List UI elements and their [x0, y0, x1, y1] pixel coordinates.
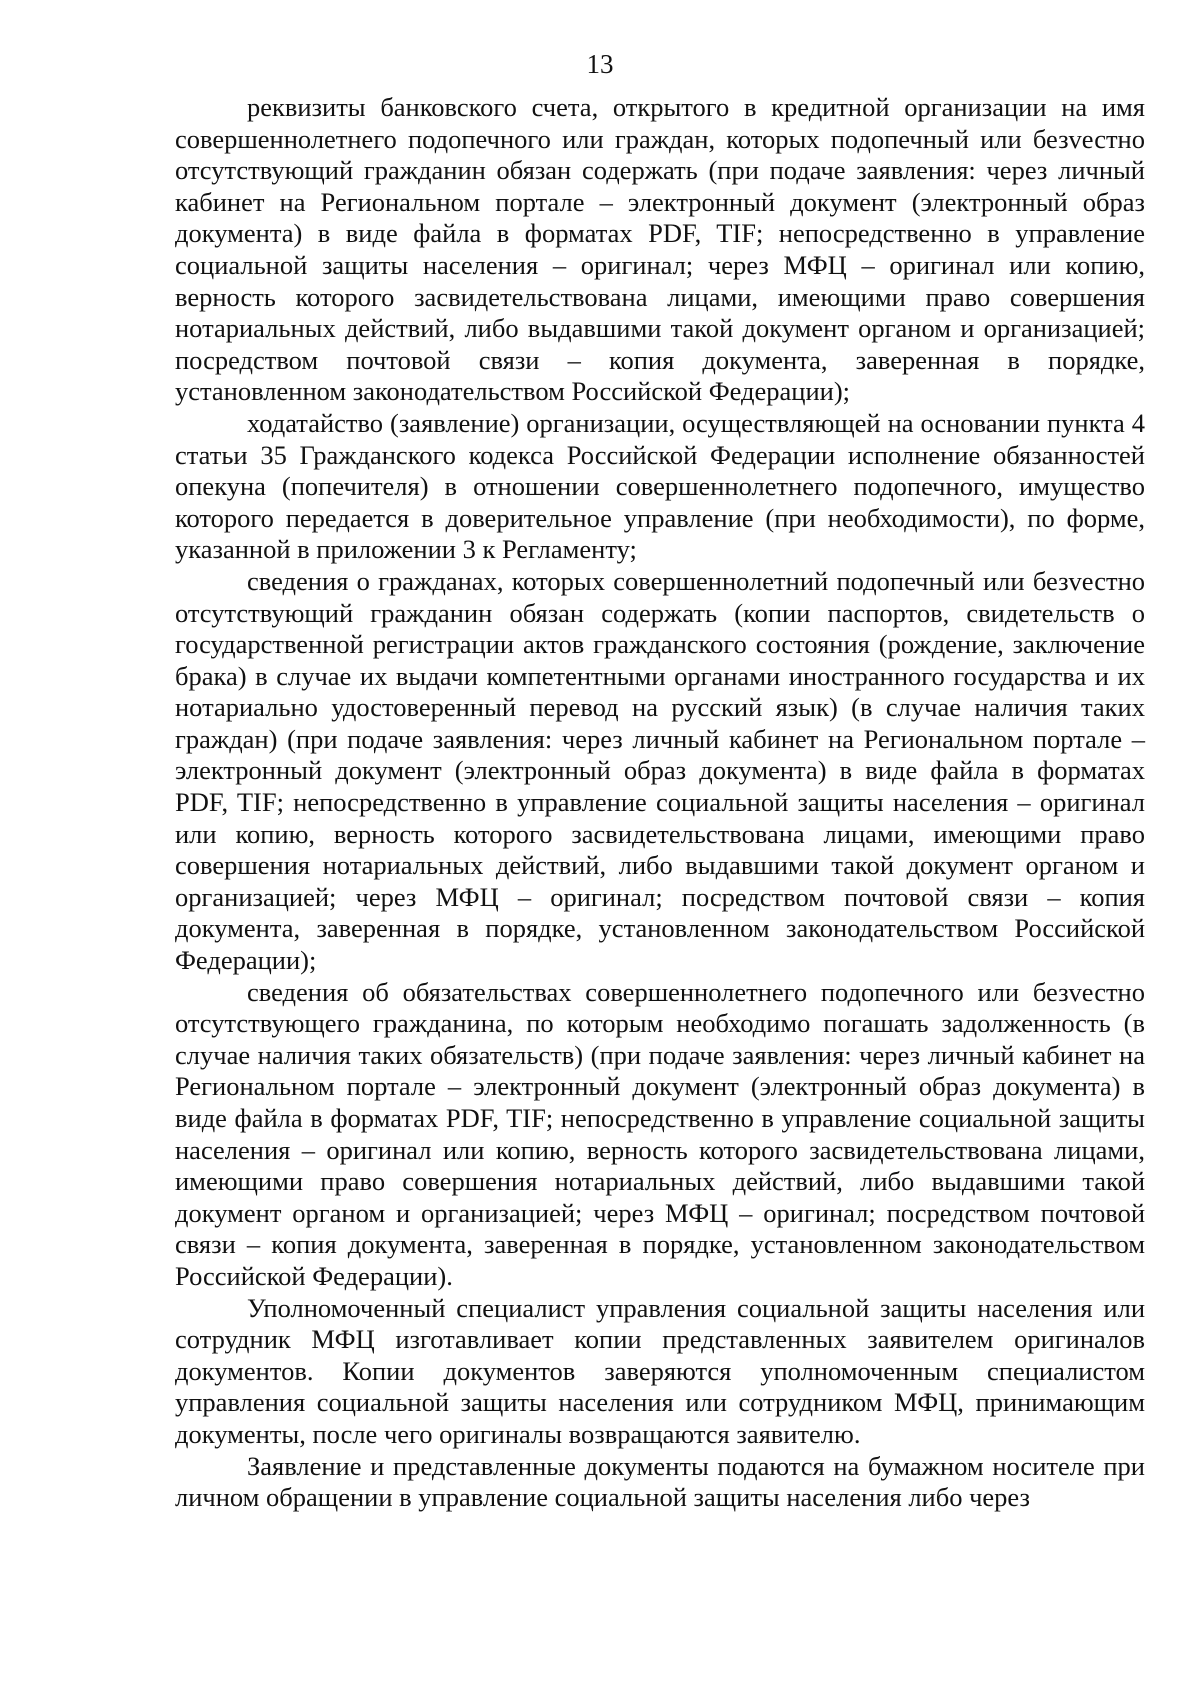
paragraph-obligations-info: сведения об обязательствах совершеннолетнего подопечного или безvестно отсутствующего гражданина, по которым необходимо погашать задолженность (в случае наличия таких обязательств) (при подаче заявления: через личный кабинет на Региональном портале – электронный документ (электронный образ документа) в виде файла в форматах PDF, TIF; непосредственно в управление социальной защиты населения – оригинал или копию, верность которого засвидетельствована лицами, имеющими право совершения нотариальных действий, либо выдавшими такой документ органом и организацией; через МФЦ – оригинал; посредством почтовой связи – копия документа, заверенная в порядке, установленном законодательством Российской Федерации). — [175, 976, 1145, 1291]
paragraph-copies: Уполномоченный специалист управления социальной защиты населения или сотрудник МФЦ изготавливает копии представленных заявителем оригиналов документов. Копии документов заверяются уполномоченным специалистом управления социальной защиты населения или сотрудником МФЦ, принимающим документы, после чего оригиналы возвращаются заявителю. — [175, 1292, 1145, 1449]
paragraph-submission: Заявление и представленные документы подаются на бумажном носителе при личном обращении в управление социальной защиты населения либо через — [175, 1450, 1145, 1513]
document-body — [175, 92, 1145, 1514]
page-number: 13 — [586, 49, 614, 79]
paragraph-petition: ходатайство (заявление) организации, осуществляющей на основании пункта 4 статьи 35 Гражданского кодекса Российской Федерации исполнение обязанностей опекуна (попечителя) в отношении совершеннолетнего подопечного, имущество которого передается в доверительное управление (при необходимости), по форме, указанной в приложении 3 к Регламенту; — [175, 407, 1145, 565]
paragraph-dependents-info: сведения о гражданах, которых совершеннолетний подопечный или безvестно отсутствующий гражданин обязан содержать (копии паспортов, свидетельств о государственной регистрации актов гражданского состояния (рождение, заключение брака) в случае их выдачи компетентными органами иностранного государства и их нотариально удостоверенный перевод на русский язык) (в случае наличия таких граждан) (при подаче заявления: через личный кабинет на Региональном портале – электронный документ (электронный образ документа) в виде файла в форматах PDF, TIF; непосредственно в управление социальной защиты населения – оригинал или копию, верность которого засвидетельствована лицами, имеющими право совершения нотариальных действий, либо выдавшими такой документ органом и организацией; через МФЦ – оригинал; посредством почтовой связи – копия документа, заверенная в порядке, установленном законодательством Российской Федерации); — [175, 565, 1145, 976]
paragraph-bank-details: реквизиты банковского счета, открытого в кредитной организации на имя совершеннолетнего подопечного или граждан, которых подопечный или безvестно отсутствующий гражданин обязан содержать (при подаче заявления: через личный кабинет на Региональном портале – электронный документ (электронный образ документа) в виде файла в форматах PDF, TIF; непосредственно в управление социальной защиты населения – оригинал; через МФЦ – оригинал или копию, верность которого засвидетельствована лицами, имеющими право совершения нотариальных действий, либо выдавшими такой документ органом и организацией; посредством почтовой связи – копия документа, заверенная в порядке, установленном законодательством Российской Федерации); — [175, 92, 1145, 407]
